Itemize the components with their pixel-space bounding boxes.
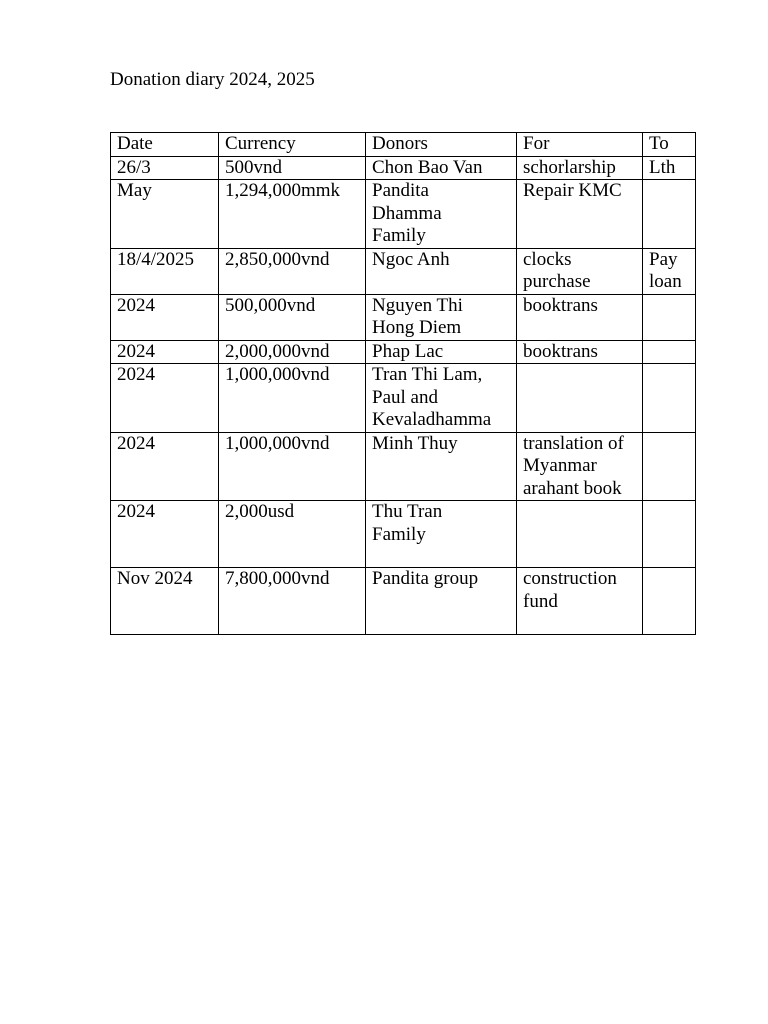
cell-date: 2024 [111, 294, 219, 340]
cell-date: 26/3 [111, 156, 219, 180]
table-row [111, 364, 696, 433]
table-row [111, 294, 696, 340]
cell-for [517, 501, 643, 568]
header-currency: Currency [219, 133, 366, 157]
table-row [111, 248, 696, 294]
cell-date: May [111, 180, 219, 249]
cell-donors: Phap Lac [366, 340, 517, 364]
cell-currency: 7,800,000vnd [219, 568, 366, 635]
cell-date: 2024 [111, 340, 219, 364]
header-date: Date [111, 133, 219, 157]
cell-donors: Pandita Dhamma Family [366, 180, 517, 249]
cell-donors: Nguyen Thi Hong Diem [366, 294, 517, 340]
cell-for [517, 364, 643, 433]
cell-to [643, 340, 696, 364]
cell-to [643, 294, 696, 340]
table-row [111, 340, 696, 364]
cell-for: clocks purchase [517, 248, 643, 294]
table-row [111, 156, 696, 180]
cell-donors: Chon Bao Van [366, 156, 517, 180]
cell-for: translation of Myanmar arahant book [517, 432, 643, 501]
cell-for: booktrans [517, 294, 643, 340]
header-donors: Donors [366, 133, 517, 157]
table-row [111, 501, 696, 568]
header-to: To [643, 133, 696, 157]
cell-date: Nov 2024 [111, 568, 219, 635]
cell-to: Pay loan [643, 248, 696, 294]
cell-to [643, 180, 696, 249]
cell-currency: 2,000usd [219, 501, 366, 568]
cell-date: 2024 [111, 432, 219, 501]
cell-donors: Pandita group [366, 568, 517, 635]
cell-to [643, 432, 696, 501]
cell-donors: Minh Thuy [366, 432, 517, 501]
header-for: For [517, 133, 643, 157]
table-row [111, 568, 696, 635]
cell-to [643, 364, 696, 433]
cell-currency: 1,000,000vnd [219, 364, 366, 433]
cell-date: 2024 [111, 364, 219, 433]
cell-currency: 2,850,000vnd [219, 248, 366, 294]
cell-currency: 500,000vnd [219, 294, 366, 340]
table-row [111, 432, 696, 501]
cell-for: Repair KMC [517, 180, 643, 249]
cell-donors: Thu Tran Family [366, 501, 517, 568]
cell-for: schorlarship [517, 156, 643, 180]
cell-for: booktrans [517, 340, 643, 364]
cell-date: 2024 [111, 501, 219, 568]
cell-donors: Ngoc Anh [366, 248, 517, 294]
table-header-row [111, 133, 696, 157]
cell-currency: 1,000,000vnd [219, 432, 366, 501]
document-title: Donation diary 2024, 2025 [110, 69, 315, 90]
cell-currency: 2,000,000vnd [219, 340, 366, 364]
table-row [111, 180, 696, 249]
cell-to [643, 568, 696, 635]
cell-to: Lth [643, 156, 696, 180]
cell-for: construction fund [517, 568, 643, 635]
cell-currency: 1,294,000mmk [219, 180, 366, 249]
cell-currency: 500vnd [219, 156, 366, 180]
cell-donors: Tran Thi Lam, Paul and Kevaladhamma [366, 364, 517, 433]
cell-date: 18/4/2025 [111, 248, 219, 294]
donation-table [110, 132, 696, 635]
cell-to [643, 501, 696, 568]
